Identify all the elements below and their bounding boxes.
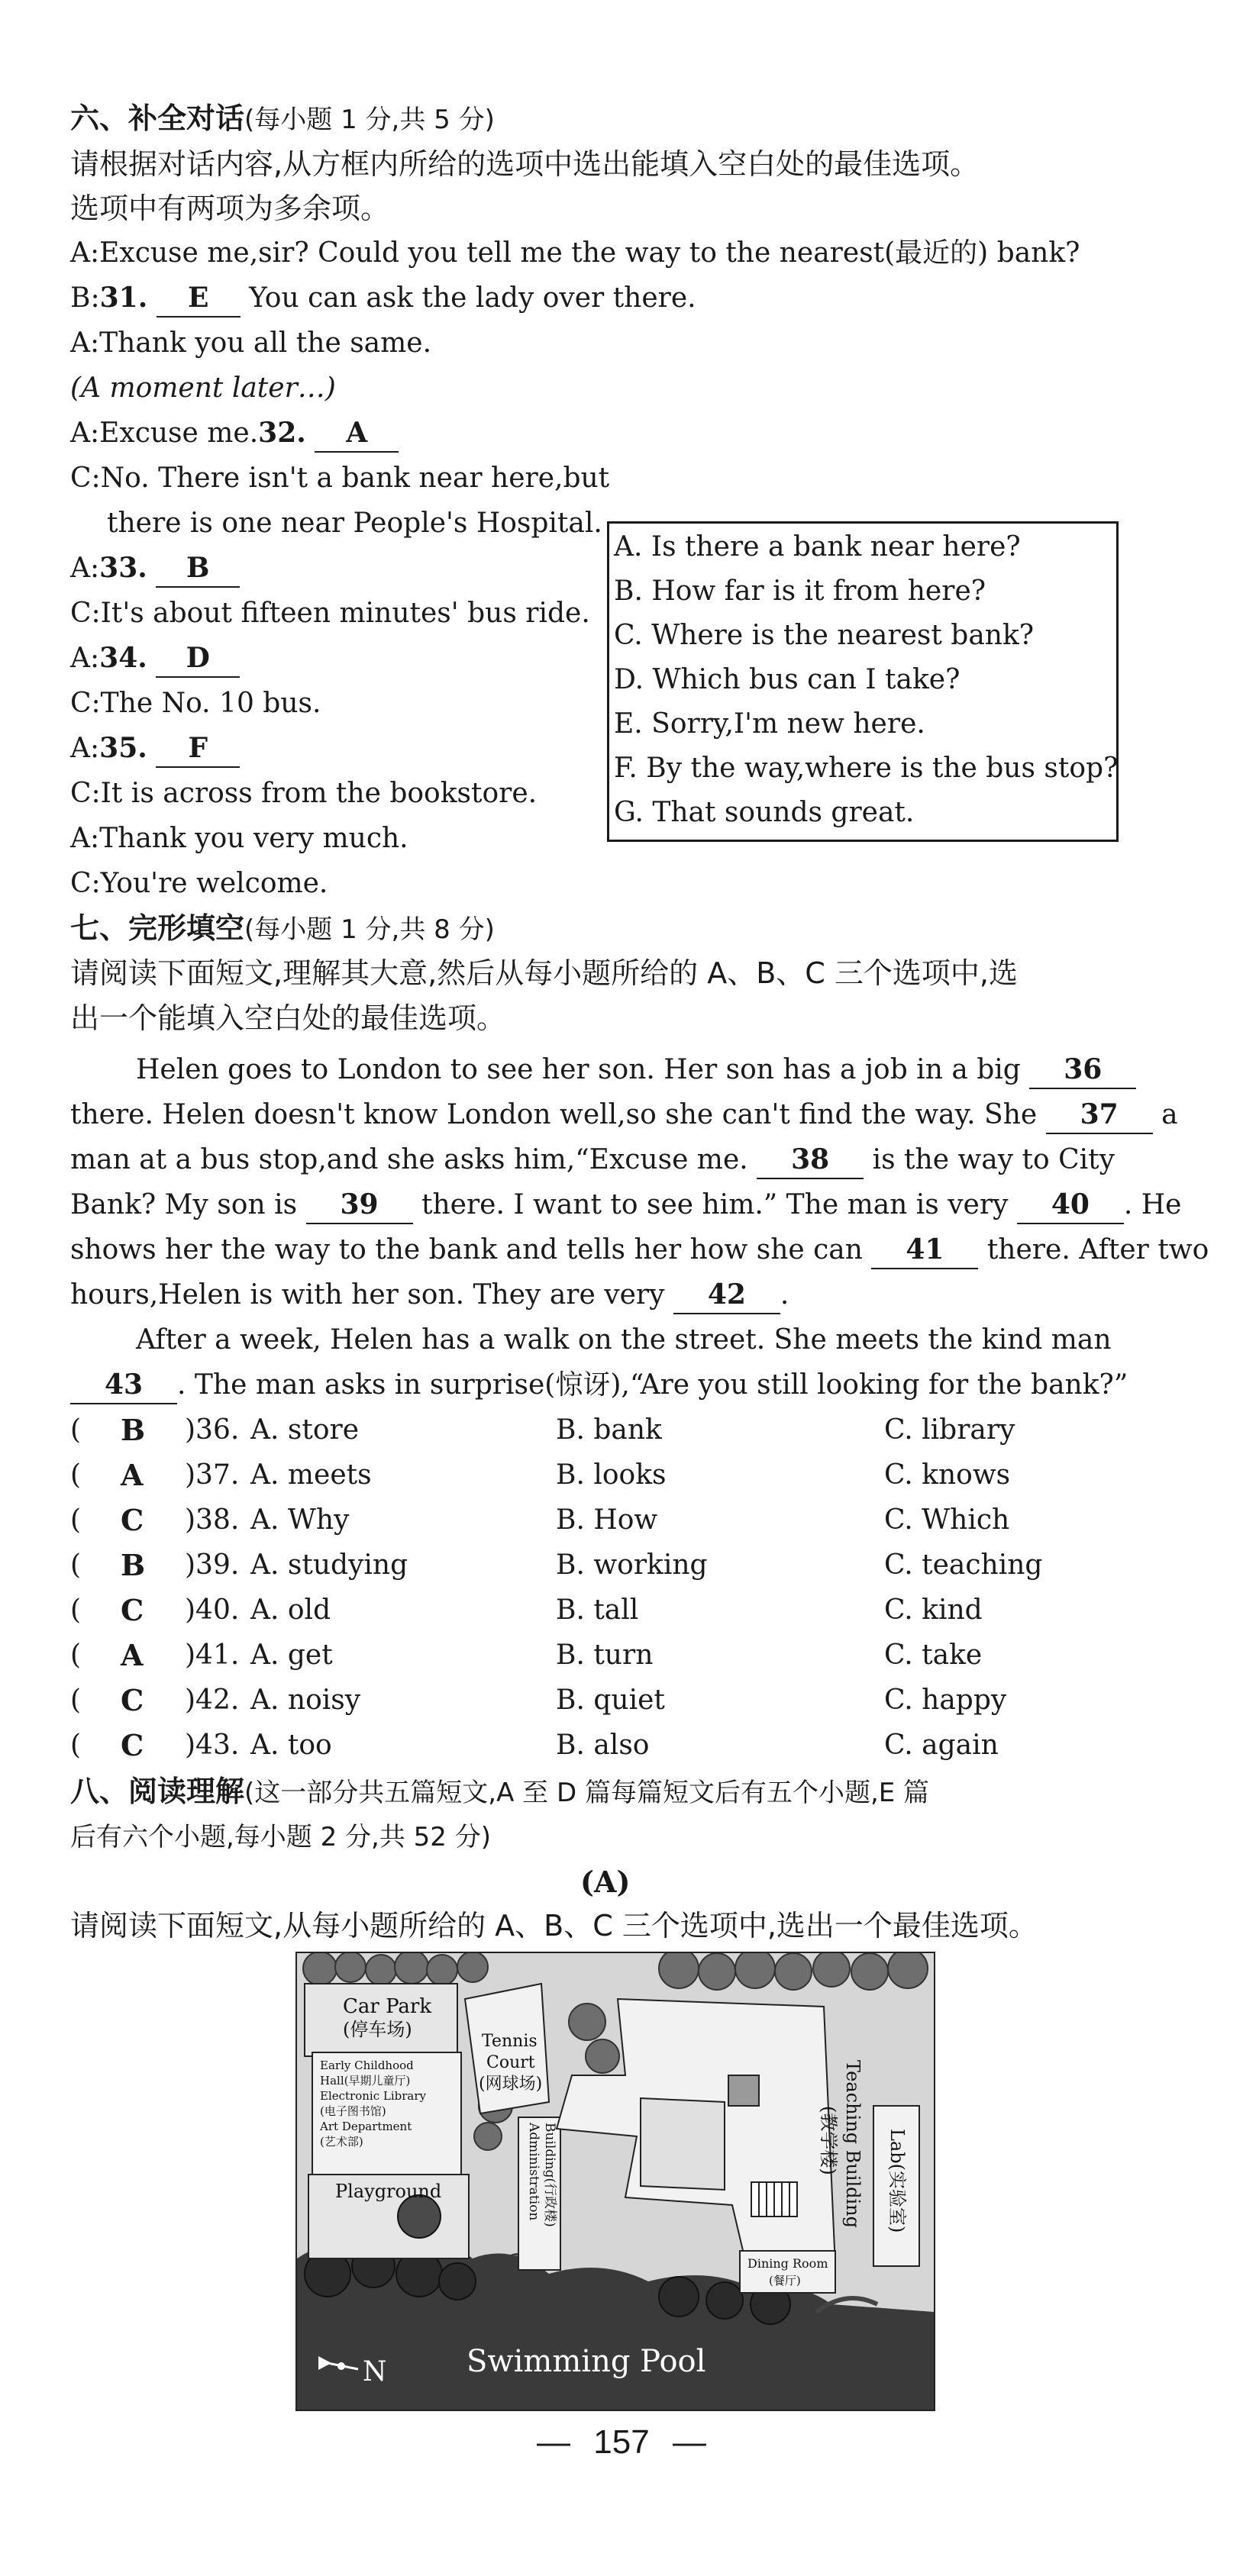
answer-blank-34[interactable]: D (156, 640, 240, 678)
choice-b: B. turn (556, 1639, 654, 1671)
question-answer[interactable]: C (121, 1683, 144, 1717)
cloze-blank-40[interactable]: 40 (1017, 1186, 1124, 1224)
paren-open: ( (70, 1459, 82, 1491)
paren-open: ( (70, 1639, 82, 1671)
option-item: A. Is there a bank near here? (614, 531, 1021, 563)
question-answer[interactable]: C (121, 1593, 144, 1627)
choice-b: B. quiet (556, 1685, 665, 1716)
tennis-label-2: Court (486, 2053, 535, 2072)
passage-line: After a week, Helen has a walk on the street. She meets the kind man (136, 1324, 1112, 1356)
paren-open: ( (70, 1685, 82, 1716)
passage-line: there. Helen doesn't know London well,so she can't find the way. She 37 a (70, 1092, 1178, 1137)
playground-label: Playground (335, 2181, 442, 2202)
choice-b: B. also (556, 1730, 650, 1761)
choice-a: A. studying (250, 1549, 408, 1581)
choice-b: B. bank (556, 1414, 662, 1446)
choice-c: C. take (884, 1639, 983, 1671)
answer-blank-35[interactable]: F (156, 730, 240, 768)
dining-cn-label: (餐厅) (769, 2274, 801, 2287)
option-item: B. How far is it from here? (614, 575, 986, 607)
admin-label: Administration (526, 2123, 541, 2221)
art-cn-label: (艺术部) (320, 2135, 363, 2149)
choice-c: C. library (884, 1414, 1015, 1446)
dialogue-line: A:Excuse me,sir? Could you tell me the way to the nearest(最近的) bank? (70, 237, 1080, 269)
choice-b: B. tall (556, 1594, 639, 1626)
section-seven-heading: 七、完形填空(每小题 1 分,共 8 分) (70, 911, 495, 945)
question-answer[interactable]: A (121, 1638, 144, 1672)
answer-blank-32[interactable]: A (315, 414, 399, 453)
car-park-label: Car Park (343, 1995, 432, 2018)
passage-line: man at a bus stop,and she asks him,“Excuse me. 38 is the way to City (70, 1137, 1115, 1182)
question-number: )42. (185, 1685, 240, 1716)
part-a-label: (A) (580, 1865, 631, 1899)
dialogue-line: A:Excuse me.32. A (70, 411, 399, 456)
question-number: )41. (185, 1639, 240, 1671)
question-answer[interactable]: B (121, 1548, 146, 1582)
option-item: E. Sorry,I'm new here. (614, 708, 925, 740)
dialogue-line: C:The No. 10 bus. (70, 688, 321, 719)
section-six-instruction-1: 请根据对话内容,从方框内所给的选项中选出能填入空白处的最佳选项。 (70, 147, 980, 181)
section-six-instruction-2: 选项中有两项为多余项。 (70, 192, 390, 225)
library-label: Electronic Library (320, 2089, 426, 2103)
dialogue-line: A:34. D (70, 636, 240, 681)
library-cn-label: (电子图书馆) (320, 2104, 386, 2118)
choice-c: C. kind (884, 1594, 983, 1626)
passage-line: Bank? My son is 39 there. I want to see him.” The man is very 40 . He (70, 1182, 1181, 1227)
tennis-label-1: Tennis (482, 2032, 538, 2051)
north-label: N (363, 2356, 387, 2387)
section-seven-instruction-1: 请阅读下面短文,理解其大意,然后从每小题所给的 A、B、C 三个选项中,选 (70, 956, 1018, 990)
option-item: F. By the way,where is the bus stop? (614, 753, 1119, 784)
dialogue-line: C:No. There isn't a bank near here,but (70, 463, 610, 494)
question-answer[interactable]: C (121, 1503, 144, 1537)
admin-cn-label: Building(行政楼) (542, 2123, 557, 2227)
choice-a: A. old (250, 1594, 331, 1626)
choice-a: A. get (250, 1639, 333, 1671)
choice-a: A. meets (250, 1459, 372, 1491)
hall-label: Early Childhood (320, 2059, 414, 2072)
answer-blank-33[interactable]: B (156, 550, 240, 588)
tennis-cn-label: (网球场) (479, 2075, 543, 2094)
cloze-blank-37[interactable]: 37 (1046, 1096, 1153, 1134)
cloze-blank-38[interactable]: 38 (757, 1141, 864, 1179)
passage-line: Helen goes to London to see her son. Her son has a job in a big 36 (136, 1047, 1136, 1092)
passage-line: shows her the way to the bank and tells her how she can 41 there. After two (70, 1227, 1209, 1272)
question-answer[interactable]: A (121, 1458, 144, 1492)
dialogue-line: A:33. B (70, 546, 240, 591)
dialogue-line: A:35. F (70, 726, 240, 771)
dialogue-line: B:31. E You can ask the lady over there. (70, 276, 696, 321)
paren-open: ( (70, 1730, 82, 1761)
section-eight-heading: 八、阅读理解(这一部分共五篇短文,A 至 D 篇每篇短文后有五个小题,E 篇 (70, 1775, 930, 1808)
dialogue-line: C:It is across from the bookstore. (70, 778, 538, 809)
cloze-blank-42[interactable]: 42 (673, 1276, 780, 1314)
choice-b: B. looks (556, 1459, 667, 1491)
paren-open: ( (70, 1504, 82, 1536)
options-box (607, 521, 1119, 842)
choice-a: A. store (250, 1414, 360, 1446)
choice-a: A. noisy (250, 1685, 361, 1716)
choice-a: A. too (250, 1730, 332, 1761)
choice-b: B. How (556, 1504, 658, 1536)
paren-open: ( (70, 1414, 82, 1446)
question-number: )36. (185, 1414, 240, 1446)
question-number: )37. (185, 1459, 240, 1491)
question-number: )39. (185, 1549, 240, 1581)
hall-cn-label: Hall(早期儿童厅) (320, 2074, 411, 2088)
teaching-label: Teaching Building (842, 2060, 864, 2228)
cloze-blank-36[interactable]: 36 (1029, 1051, 1136, 1089)
choice-c: C. again (884, 1730, 999, 1761)
section-seven-instruction-2: 出一个能填入空白处的最佳选项。 (70, 1001, 506, 1035)
choice-c: C. happy (884, 1685, 1007, 1716)
paren-open: ( (70, 1549, 82, 1581)
car-park-cn-label: (停车场) (343, 2019, 412, 2040)
dialogue-line: there is one near People's Hospital. (107, 508, 602, 539)
page-number: 157 (593, 2423, 650, 2461)
question-number: )40. (185, 1594, 240, 1626)
cloze-blank-39[interactable]: 39 (306, 1186, 413, 1224)
choice-b: B. working (556, 1549, 708, 1581)
section-eight-instruction: 请阅读下面短文,从每小题所给的 A、B、C 三个选项中,选出一个最佳选项。 (70, 1909, 1038, 1942)
choice-c: C. knows (884, 1459, 1011, 1491)
dining-label: Dining Room (747, 2256, 828, 2271)
choice-c: C. teaching (884, 1549, 1043, 1581)
cloze-blank-41[interactable]: 41 (871, 1231, 978, 1269)
campus-map (295, 1952, 935, 2411)
lab-label: Lab(实验室) (886, 2129, 908, 2233)
option-item: G. That sounds great. (614, 797, 915, 828)
teaching-cn-label: (教学楼) (818, 2106, 839, 2175)
dialogue-line: C:You're welcome. (70, 868, 328, 899)
art-label: Art Department (320, 2120, 412, 2133)
dialogue-line: (A moment later…) (70, 372, 336, 404)
dialogue-line: A:Thank you very much. (70, 823, 408, 854)
question-answer[interactable]: B (121, 1413, 146, 1447)
answer-blank-31[interactable]: E (157, 279, 241, 318)
dialogue-line: A:Thank you all the same. (70, 327, 432, 359)
option-item: C. Where is the nearest bank? (614, 620, 1035, 651)
question-number: )43. (185, 1730, 240, 1761)
choice-c: C. Which (884, 1504, 1010, 1536)
question-answer[interactable]: C (121, 1728, 144, 1762)
passage-line: 43 . The man asks in surprise(惊讶),“Are you still looking for the bank?” (70, 1362, 1128, 1407)
passage-line: hours,Helen is with her son. They are very 42 . (70, 1272, 789, 1317)
question-number: )38. (185, 1504, 240, 1536)
choice-a: A. Why (250, 1504, 350, 1536)
paren-open: ( (70, 1594, 82, 1626)
dialogue-line: C:It's about fifteen minutes' bus ride. (70, 598, 590, 629)
section-eight-line-2: 后有六个小题,每小题 2 分,共 52 分) (70, 1822, 492, 1852)
page-footer: — 157 — (537, 2423, 706, 2461)
pool-label: Swimming Pool (467, 2344, 706, 2379)
cloze-blank-43[interactable]: 43 (70, 1366, 177, 1404)
section-six-heading: 六、补全对话(每小题 1 分,共 5 分) (70, 102, 495, 135)
option-item: D. Which bus can I take? (614, 664, 960, 695)
